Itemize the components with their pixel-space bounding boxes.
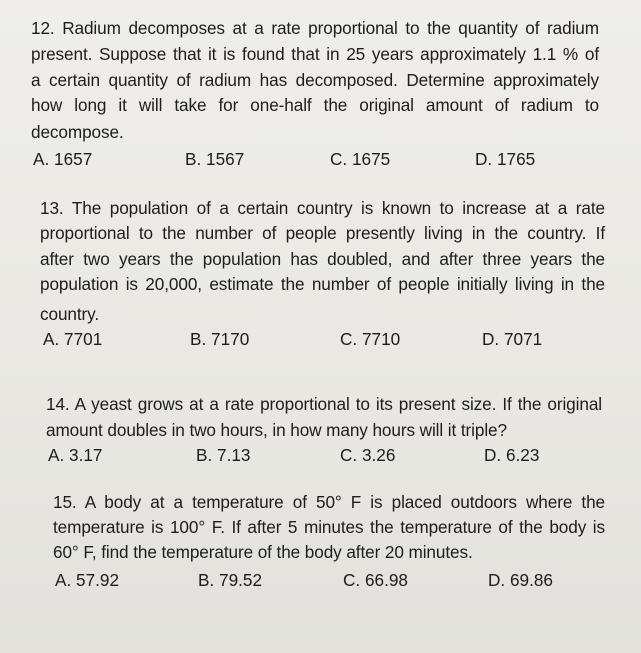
question-13-line-5: country. xyxy=(40,304,100,324)
question-14-choice-d[interactable]: D. 6.23 xyxy=(484,445,540,465)
question-13-choice-a[interactable]: A. 7701 xyxy=(43,329,103,349)
question-13-line-2: proportional to the number of people presently living in the country. If xyxy=(40,223,605,243)
question-14-line-2: amount doubles in two hours, in how many hours will it triple? xyxy=(46,420,507,440)
question-12-choices xyxy=(0,148,600,170)
question-15-choices xyxy=(0,569,600,591)
question-14-line-1: 14. A yeast grows at a rate proportional to its present size. If the original xyxy=(46,394,602,414)
question-14-choice-a[interactable]: A. 3.17 xyxy=(48,445,103,465)
question-14-choices xyxy=(0,444,600,466)
question-12-line-5: decompose. xyxy=(31,122,124,142)
question-13-line-4: population is 20,000, estimate the number of people initially living in the xyxy=(40,274,605,294)
question-12-line-3: a certain quantity of radium has decomposed. Determine approximately xyxy=(31,70,599,90)
question-13-line-3: after two years the population has doubled, and after three years the xyxy=(40,249,605,269)
question-14-choice-c[interactable]: C. 3.26 xyxy=(340,445,396,465)
question-13-choices xyxy=(0,328,600,350)
question-12-line-1: 12. Radium decomposes at a rate proportional to the quantity of radium xyxy=(31,18,599,38)
question-14-choice-b[interactable]: B. 7.13 xyxy=(196,445,251,465)
question-12-choice-c[interactable]: C. 1675 xyxy=(330,149,391,169)
question-15-choice-a[interactable]: A. 57.92 xyxy=(55,570,120,590)
question-13-line-1: 13. The population of a certain country is known to increase at a rate xyxy=(40,198,605,218)
question-15-choice-d[interactable]: D. 69.86 xyxy=(488,570,553,590)
question-13-choice-c[interactable]: C. 7710 xyxy=(340,329,401,349)
question-12-line-2: present. Suppose that it is found that in 25 years approximately 1.1 % of xyxy=(31,44,599,64)
question-13-choice-b[interactable]: B. 7170 xyxy=(190,329,250,349)
question-15-choice-b[interactable]: B. 79.52 xyxy=(198,570,263,590)
question-12-choice-b[interactable]: B. 1567 xyxy=(185,149,245,169)
question-12-choice-a[interactable]: A. 1657 xyxy=(33,149,93,169)
question-15-line-3: 60° F, find the temperature of the body after 20 minutes. xyxy=(53,542,473,562)
question-12-line-4: how long it will take for one-half the original amount of radium to xyxy=(31,95,599,115)
question-15-line-1: 15. A body at a temperature of 50° F is placed outdoors where the xyxy=(53,492,605,512)
question-12-choice-d[interactable]: D. 1765 xyxy=(475,149,536,169)
question-13-choice-d[interactable]: D. 7071 xyxy=(482,329,543,349)
question-15-line-2: temperature is 100° F. If after 5 minutes the temperature of the body is xyxy=(53,517,605,537)
question-15-choice-c[interactable]: C. 66.98 xyxy=(343,570,408,590)
